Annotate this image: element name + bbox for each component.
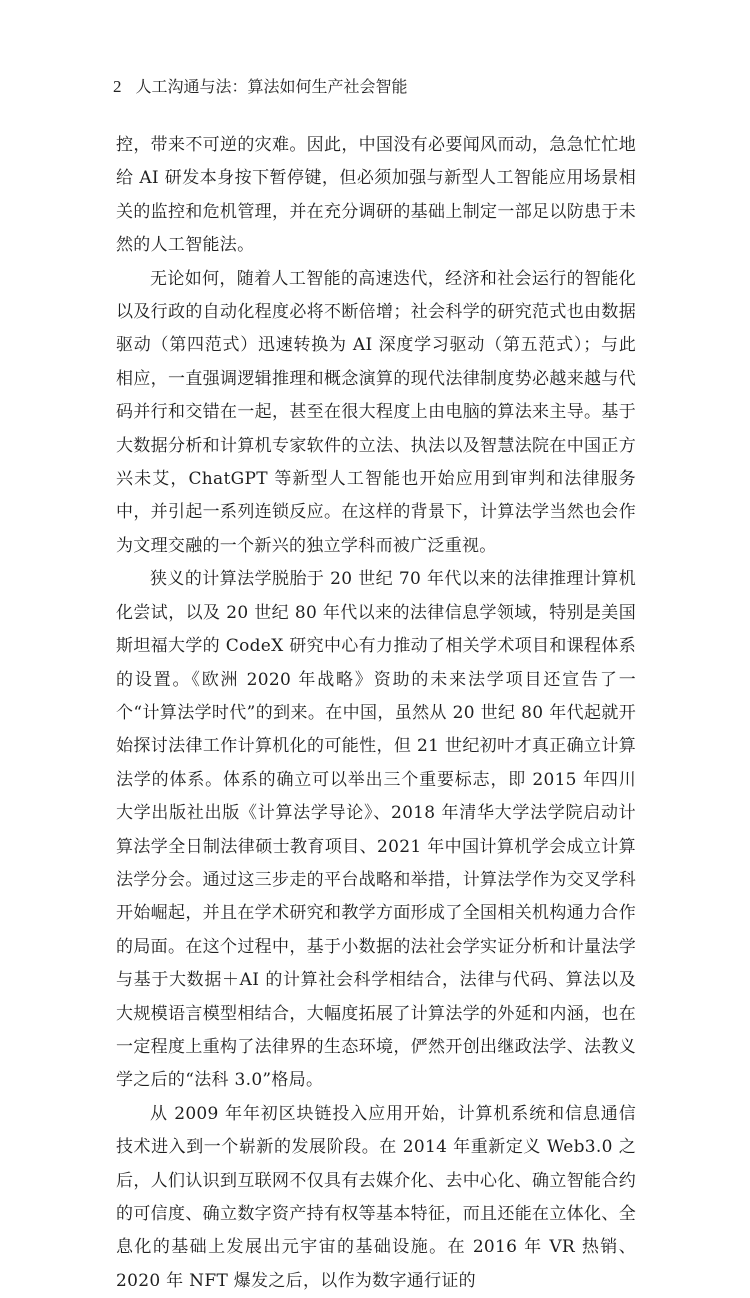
running-head [113, 76, 408, 98]
paragraph-continued: 控，带来不可逆的灾难。因此，中国没有必要闻风而动，急急忙忙地给 AI 研发本身按下暂停键，但必须加强与新型人工智能应用场景相关的监控和危机管理，并在充分调研的基础上制定一部足以防患于未然的人工智能法。 [116, 135, 636, 256]
running-title: 人工沟通与法：算法如何生产社会智能 [135, 77, 408, 96]
paragraph: 狭义的计算法学脱胎于 20 世纪 70 年代以来的法律推理计算机化尝试，以及 20 世纪 80 年代以来的法律信息学领域，特别是美国斯坦福大学的 CodeX 研究中心有力推动了相关学术项目和课程体系的设置。《欧洲 2020 年战略》资助的未来法学项目还宣告了一个“计算法学时代”的到来。在中国，虽然从 20 世纪 80 年代起就开始探讨法律工作计算机化的可能性，但 21 世纪初叶才真正确立计算法学的体系。体系的确立可以举出三个重要标志，即 2015 年四川大学出版社出版《计算法学导论》、2018 年清华大学法学院启动计算法学全日制法律硕士教育项目、2021 年中国计算机学会成立计算法学分会。通过这三步走的平台战略和举措，计算法学作为交叉学科开始崛起，并且在学术研究和教学方面形成了全国相关机构通力合作的局面。在这个过程中，基于小数据的法社会学实证分析和计量法学与基于大数据＋AI 的计算社会科学相结合，法律与代码、算法以及大规模语言模型相结合，大幅度拓展了计算法学的外延和内涵，也在一定程度上重构了法律界的生态环境，俨然开创出继政法学、法教义学之后的“法科 3.0”格局。 [116, 569, 636, 1091]
body-text [116, 129, 636, 1298]
paragraph: 无论如何，随着人工智能的高速迭代，经济和社会运行的智能化以及行政的自动化程度必将不断倍增；社会科学的研究范式也由数据驱动（第四范式）迅速转换为 AI 深度学习驱动（第五范式）；与此相应，一直强调逻辑推理和概念演算的现代法律制度势必越来越与代码并行和交错在一起，甚至在很大程度上由电脑的算法来主导。基于大数据分析和计算机专家软件的立法、执法以及智慧法院在中国正方兴未艾，ChatGPT 等新型人工智能也开始应用到审判和法律服务中，并引起一系列连锁反应。在这样的背景下，计算法学当然也会作为文理交融的一个新兴的独立学科而被广泛重视。 [116, 268, 636, 556]
paragraph: 从 2009 年年初区块链投入应用开始，计算机系统和信息通信技术进入到一个崭新的发展阶段。在 2014 年重新定义 Web3.0 之后，人们认识到互联网不仅具有去媒介化、去中心化、确立智能合约的可信度、确立数字资产持有权等基本特征，而且还能在立体化、全息化的基础上发展出元宇宙的基础设施。在 2016 年 VR 热销、2020 年 NFT 爆发之后，以作为数字通行证的 [116, 1103, 636, 1291]
page-number: 2 [113, 77, 122, 96]
